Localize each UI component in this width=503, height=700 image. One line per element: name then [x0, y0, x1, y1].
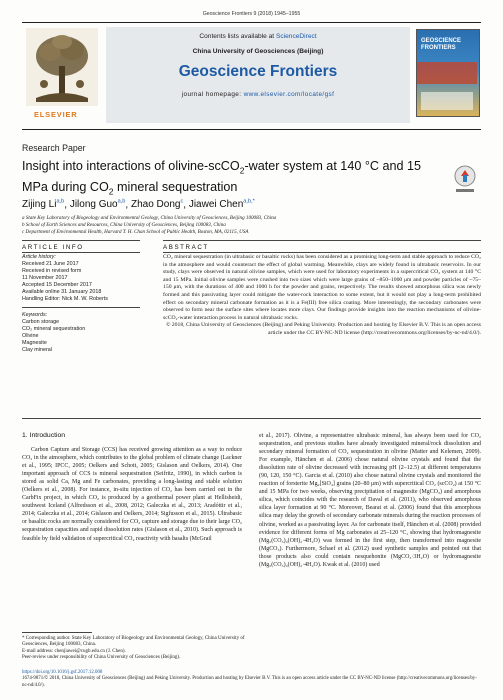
- abstract-text: CO₂ mineral sequestration (in ultrabasic or basaltic rocks) has been considered as a promising long-term and stable approach to reduce CO₂ in the atmosphere and would counteract the effect of global warming. Meanwhile, clays are widely found in ultrabasic reservoirs. In our study, clays were observed in natural olivine samples, which were used for laboratory experiments in a supercritical CO₂ system at 140 °C and 15 MPa. Initial olivine samples were crushed into two sizes which were large grains of ~850–1000 μm and powder particles of ~75–150 μm, with the durations of 400 and 1000 h for the powder and grains, respectively. The results showed amorphous silica was newly formed and this passivating layer could mitigate the water-rock interaction to some extent, but it would not play a long-term prohibited effect on secondary mineral carbonate formation as it is a Fe(III) free silica coating. More interestingly, the secondary carbonates were observed to form near the surface sites where locates more clays. Our findings provide insights into the reaction mechanisms of olivine-scCO₂-water interaction process in natural ultrabasic rocks.: [163, 254, 481, 321]
- section-heading: 1. Introduction: [22, 432, 66, 439]
- keyword: Clay mineral: [22, 347, 52, 353]
- author[interactable]: Zhao Dong$^c$: [130, 199, 184, 211]
- crossmark-icon[interactable]: [449, 163, 481, 195]
- running-head: Geoscience Frontiers 9 (2018) 1945–1955: [202, 11, 301, 17]
- divider: [163, 240, 481, 241]
- page-footer: [22, 670, 481, 689]
- sciencedirect-link[interactable]: ScienceDirect: [275, 33, 317, 40]
- elsevier-tree-logo-icon: [26, 28, 98, 118]
- journal-header: [22, 22, 481, 130]
- homepage-link[interactable]: www.elsevier.com/locate/gsf: [243, 91, 335, 98]
- divider: [22, 252, 140, 253]
- keyword: CO₂ mineral sequestration: [22, 326, 86, 332]
- title-sub-1: 2: [239, 165, 245, 176]
- article-info-label: ARTICLE INFO: [22, 244, 84, 251]
- publisher-name: China University of Geosciences (Beijing): [192, 48, 324, 55]
- cover-title: GEOSCIENCE FRONTIERS: [421, 38, 462, 51]
- doi-link[interactable]: https://doi.org/10.1016/j.gsf.2017.12.008: [22, 670, 103, 675]
- paragraph: Carbon Capture and Storage (CCS) has received growing attention as a way to reduce CO₂ in the atmosphere, which contributes to the global problem of climate change (Lackner et al., 1995; IPCC, 2005; Oelkers and Schott, 2005; Gislason and Oelkers, 2014). One important approach of CCS is mineral sequestration (Seifritz, 1990), in which carbon is stored as solid Ca, Mg and Fe carbonates, providing a long-lasting and stable solution (Oelkers et al., 2008). For instance, in-situ injection of CO₂ has been carried out in the CarbFix project, in which CO₂ is produced by a geothermal power plant at Hellisheidi, southwest Iceland (Alfredsson et al., 2008, 2012; Galeczka et al., 2013; Aradóttir et al., 2014; Galeczka et al., 2014; Gislason and Oelkers, 2014; Sigfusson et al., 2015). Ultrabasic or basaltic rocks are normally considered for CO₂ capture and storage due to their large CO₂ sequestration capacities and rapid dissolution rates (Gislason et al., 2010). Such approach is feasible by field validation of supercritical CO₂ reactivity with basalts (McGrail: [22, 447, 242, 542]
- article-type: Research Paper: [22, 143, 86, 153]
- author[interactable]: Jilong Guo$^{a,b}$: [69, 199, 126, 211]
- divider: [22, 240, 140, 241]
- affiliation: b School of Earth Sciences and Resources, China University of Geosciences, Beijing 100083, China: [22, 222, 226, 229]
- cover-strip: [421, 92, 473, 110]
- divider: [22, 418, 481, 419]
- title-part-3: mineral sequestration: [113, 179, 238, 194]
- title-sub-2: 2: [108, 186, 114, 197]
- journal-cover-thumbnail: [416, 29, 480, 117]
- abstract-label: ABSTRACT: [163, 244, 209, 251]
- journal-title: Geoscience Frontiers: [178, 63, 338, 80]
- footnote: E-mail address: chenjiawei@cugb.edu.cn (J. Chen).: [22, 648, 126, 654]
- history-item: Received 21 June 2017: [22, 261, 79, 267]
- history-item: Accepted 15 December 2017: [22, 282, 92, 288]
- journal-info-panel: [106, 27, 410, 123]
- footnotes: [22, 636, 247, 662]
- keywords-heading: Keywords:: [22, 312, 48, 318]
- cover-band: [417, 62, 477, 84]
- affiliation: c Department of Environmental Health, Harvard T. H. Chan School of Public Health, Boston, MA, 02115, USA: [22, 229, 249, 236]
- article-history: [22, 254, 140, 303]
- history-item: 11 November 2017: [22, 275, 68, 281]
- history-item: Available online 31 January 2018: [22, 289, 102, 295]
- body-column-right: [259, 432, 481, 569]
- keywords: [22, 312, 140, 354]
- history-heading: Article history:: [22, 254, 56, 260]
- divider: [22, 307, 140, 308]
- footnote: * Corresponding author. State Key Laboratory of Biogeology and Environmental Geology, China University of Geosciences, Beijing 100083, China.: [22, 636, 245, 648]
- body-column-left: [22, 446, 242, 543]
- journal-homepage: [106, 91, 410, 98]
- divider: [163, 252, 481, 253]
- homepage-prefix: journal homepage:: [181, 91, 244, 98]
- keyword: Olivine: [22, 333, 39, 339]
- footnote: Peer-review under responsibility of China University of Geosciences (Beijing).: [22, 655, 181, 661]
- abstract-copyright: © 2018, China University of Geosciences (Beijing) and Peking University. Production and hosting by Elsevier B.V. This is an open access article under the CC BY-NC-ND license (http://creativecommons.org/licenses/by-nc-nd/4.0/).: [166, 322, 481, 336]
- affiliations: [22, 215, 481, 237]
- paragraph: et al., 2017). Olivine, a representative ultrabasic mineral, has always been used for CO₂ sequestration, and previous studies have already investigated mineral/rock dissolution and secondary mineral formation of CO₂ sequestration in olivine (Matter and Kelemen, 2009). For example, Hänchen et al. (2006) chose natural olivine crystals and found that the dissolution rate of olivine decreased with increasing pH (2–12.5) at different temperatures (90, 120, 150 °C). Garcia et al. (2010) also chose natural olivine crystals and monitored the reaction of forsterite Mg₂[SiO₄] grains (20–80 μm) with supercritical CO₂ (scCO₂) at 150 °C and 15 MPa for two weeks, observing precipitation of magnesite (MgCO₃) and amorphous silica, which coincides with the research of Daval et al. (2011), who observed amorphous silica layer formation at 90 °C. Moreover, Bearat et al. (2006) found that this amorphous silica may delay the growth of secondary carbonate minerals during the reaction processes of olivine, worked as a passivating layer. As for carbonate itself, Hänchen et al. (2008) provided evidence for different forms of Mg carbonates at 25–120 °C, showing that hydromagnesite (Mg₅(CO₃)₄(OH)₂·4H₂O) was formed in the first step, then transformed into magnesite (MgCO₃). Furthermore, Schaef et al. (2012) used synthetic samples and pointed out that those products also could contain nesquehonite (MgCO₃·3H₂O) or hydromagnesite (Mg₅(CO₃)₄(OH)₂·4H₂O). Kwak et al. (2010) used: [259, 433, 481, 568]
- title-part-1: Insight into interactions of olivine-scCO: [22, 159, 240, 173]
- author[interactable]: Zijing Li$^{a,b}$: [22, 199, 65, 211]
- history-item: Handling Editor: Nick M. W. Roberts: [22, 296, 108, 302]
- footnote-divider: [22, 632, 92, 633]
- affiliation: a State Key Laboratory of Biogeology and Environmental Geology, China University of Geosciences, Beijing 100083, China: [22, 215, 277, 221]
- contents-prefix: Contents lists available at: [199, 33, 276, 40]
- article-title: [22, 158, 434, 199]
- keyword: Carbon storage: [22, 319, 60, 325]
- abstract-body: [163, 254, 481, 338]
- author[interactable]: Jiawei Chen$^{a,b,*}$: [188, 199, 255, 211]
- history-item: Received in revised form: [22, 268, 82, 274]
- elsevier-logo-text: ELSEVIER: [34, 110, 78, 119]
- contents-line: [106, 33, 410, 40]
- tree-logo-icon: [26, 28, 98, 108]
- title-part-2: -water system at 140 °C and 15 MPa during CO: [22, 159, 421, 194]
- issn-line: 1674-9871/© 2018, China University of Geosciences (Beijing) and Peking University. Production and hosting by Elsevier B.V. This is an open access article under the CC BY-NC-ND license (http://creativecommons.org/licenses/by-nc-nd/4.0/).: [22, 676, 477, 688]
- keyword: Magnesite: [22, 340, 47, 346]
- author-list: Zijing Li$^{a,b}$, Jilong Guo$^{a,b}$, Zhao Dong$^c$, Jiawei Chen$^{a,b,*}$: [22, 199, 255, 211]
